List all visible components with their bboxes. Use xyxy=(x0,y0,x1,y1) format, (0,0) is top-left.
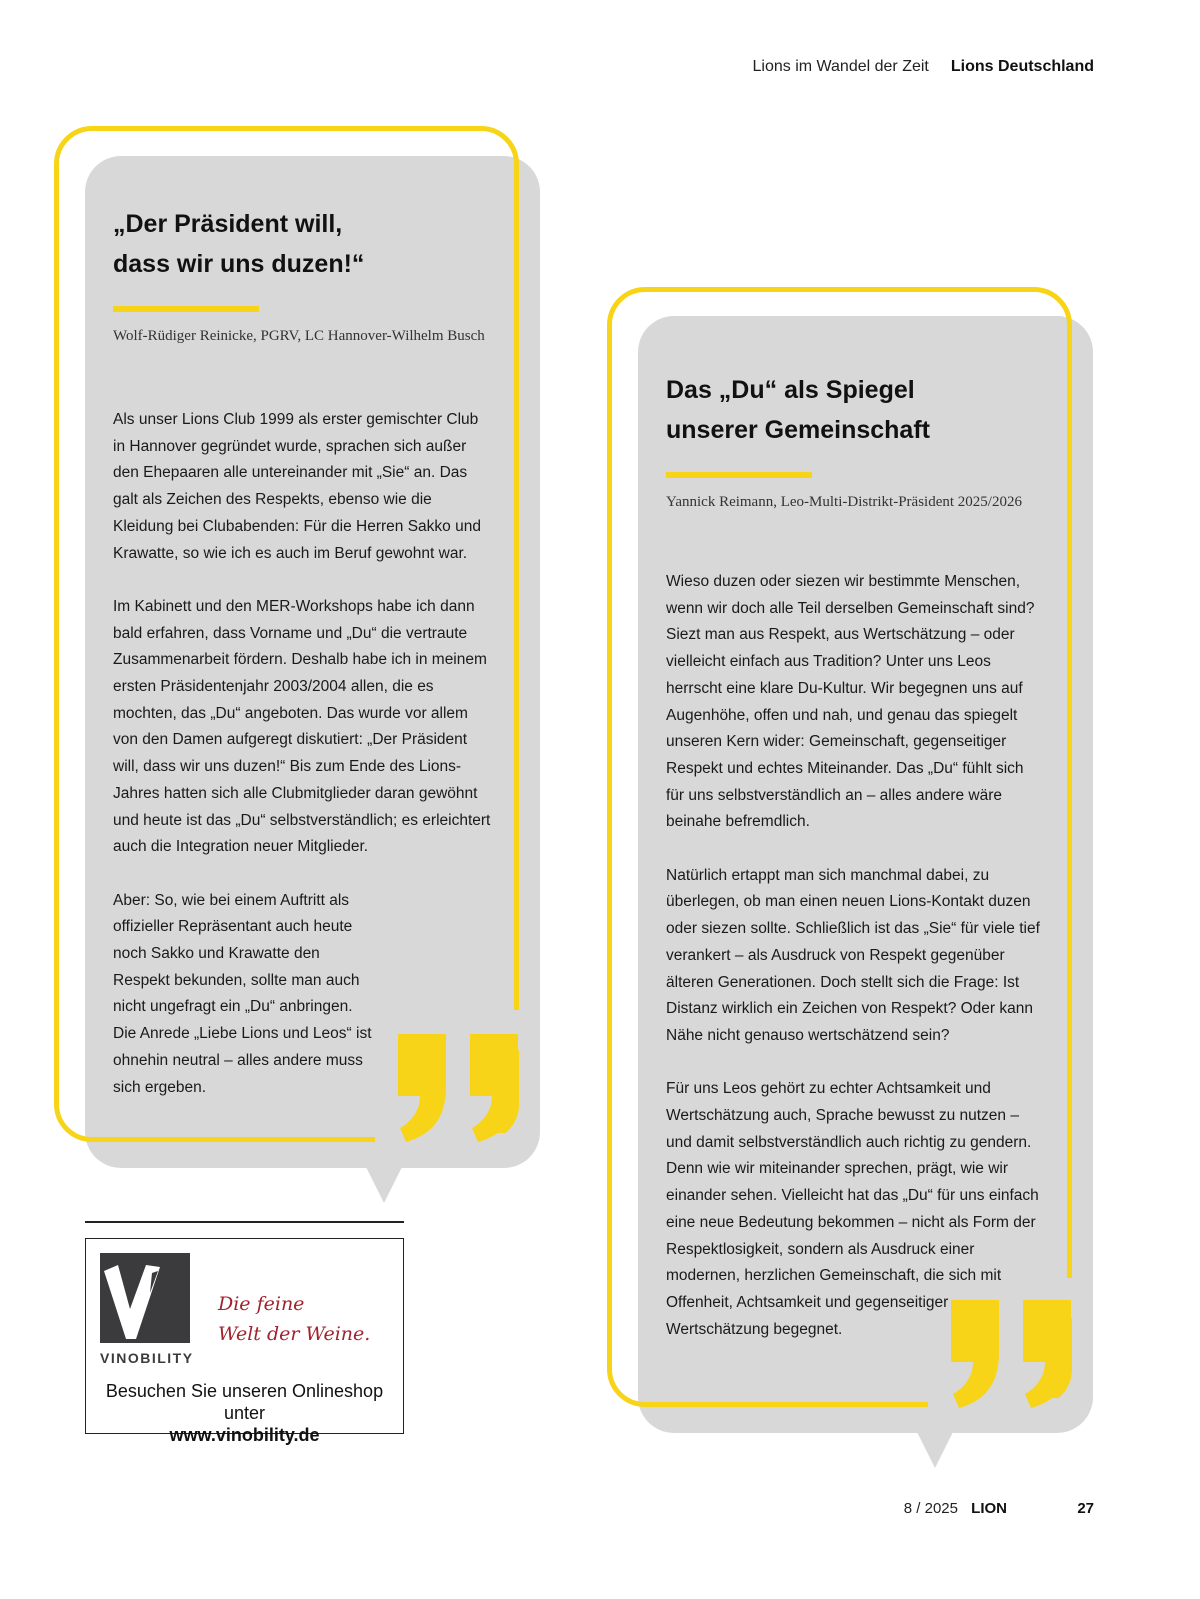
magazine-name: LION xyxy=(971,1500,1007,1517)
page-number: 27 xyxy=(1077,1500,1094,1517)
left-article xyxy=(113,204,491,1128)
ad-text: Besuchen Sie unseren Onlineshop unter www.vinobility.de xyxy=(86,1380,403,1446)
header-brand: Lions Deutschland xyxy=(950,58,1094,75)
ad-url-link[interactable]: www.vinobility.de xyxy=(169,1425,320,1445)
issue-number: 8 / 2025 xyxy=(903,1500,958,1517)
left-article-author: Wolf-Rüdiger Reinicke, PGRV, LC Hannover-Wilhelm Busch xyxy=(113,328,485,344)
right-article-author: Yannick Reimann, Leo-Multi-Distrikt-Präsident 2025/2026 xyxy=(666,494,1022,510)
ad-brand-name: VINOBILITY xyxy=(100,1350,194,1366)
closing-quote-icon xyxy=(398,1034,520,1144)
section-title: Lions im Wandel der Zeit xyxy=(752,58,929,75)
left-article-body xyxy=(113,407,491,1101)
vinobility-logo-icon xyxy=(100,1253,190,1343)
paragraph: Für uns Leos gehört zu echter Achtsamkeit und Wertschätzung auch, Sprache bewusst zu nutzen – und damit selbstverständlich auch richtig zu gendern. Denn wie wir miteinander sprechen, prägt, wie wir einander sehen. Vielleicht hat das „Du“ für uns einfach eine neue Bedeutung bekommen – nicht als Form der Respektlosigkeit, sondern als Ausdruck einer modernen, herzlichen Gemeinschaft, die sich mit Offenheit, Achtsamkeit und gegenseitiger Wertschätzung begegnet. xyxy=(666,1080,1039,1338)
paragraph: Natürlich ertappt man sich manchmal dabei, zu überlegen, ob man einen neuen Lions-Kontakt duzen oder siezen sollte. Schließlich ist das „Sie“ für viele tief verankert – als Ausdruck von Respekt gegenüber älteren Generationen. Doch stellt sich die Frage: Ist Distanz wirklich ein Zeichen von Respekt? Oder kann Nähe nicht genauso wertschätzend sein? xyxy=(666,866,1040,1044)
page-footer xyxy=(0,1500,1200,1520)
right-article xyxy=(666,370,1044,1370)
paragraph: Aber: So, wie bei einem Auftritt als offizieller Repräsentant auch heute noch Sakko und Krawatte den Respekt bekunden, sollte man auch nicht ungefragt ein „Du“ anbringen. Die Anrede „Liebe Lions und Leos“ ist ohnehin neutral – alles andere muss sich ergeben. xyxy=(113,891,372,1096)
ad-tagline: Die feine Welt der Weine. xyxy=(218,1293,371,1345)
right-title-rule xyxy=(666,472,812,478)
closing-quote-icon xyxy=(951,1300,1073,1410)
paragraph: Im Kabinett und den MER-Workshops habe ich dann bald erfahren, dass Vorname und „Du“ die vertraute Zusammenarbeit fördern. Deshalb habe ich in meinem ersten Präsidentenjahr 2003/2004 allen, die es mochten, das „Du“ angeboten. Das wurde vor allem von den Damen aufgeregt diskutiert: „Der Präsident will, dass wir uns duzen!“ Bis zum Ende des Lions-Jahres hatten sich alle Clubmitglieder daran gewöhnt und heute ist das „Du“ selbstverständlich; es erleichtert auch die Integration neuer Mitglieder. xyxy=(113,597,491,856)
ad-divider xyxy=(85,1221,404,1223)
right-article-body xyxy=(666,569,1044,1343)
page-header xyxy=(753,58,1095,76)
left-title-rule xyxy=(113,306,259,312)
right-bubble-tail xyxy=(917,1432,953,1468)
left-article-title: „Der Präsident will, dass wir uns duzen!“ xyxy=(113,210,365,278)
right-article-title: Das „Du“ als Spiegel unserer Gemeinschaft xyxy=(666,376,930,444)
paragraph: Als unser Lions Club 1999 als erster gemischter Club in Hannover gegründet wurde, sprachen sich außer den Ehepaaren alle untereinander mit „Sie“ an. Das galt als Zeichen des Respekts, ebenso wie die Kleidung bei Clubabenden: Für die Herren Sakko und Krawatte, so wie ich es auch im Beruf gewohnt war. xyxy=(113,411,481,562)
paragraph: Wieso duzen oder siezen wir bestimmte Menschen, wenn wir doch alle Teil derselben Gemeinschaft sind? Siezt man aus Respekt, aus Wertschätzung – oder vielleicht einfach aus Tradition? Unter uns Leos herrscht eine klare Du-Kultur. Wir begegnen uns auf Augenhöhe, offen und nah, und genau das spiegelt unseren Kern wider: Gemeinschaft, gegenseitiger Respekt und echtes Miteinander. Das „Du“ fühlt sich für uns selbstverständlich an – alles andere wäre beinahe befremdlich. xyxy=(666,573,1035,831)
left-bubble-tail xyxy=(366,1167,402,1203)
vinobility-advertisement[interactable] xyxy=(85,1238,404,1445)
